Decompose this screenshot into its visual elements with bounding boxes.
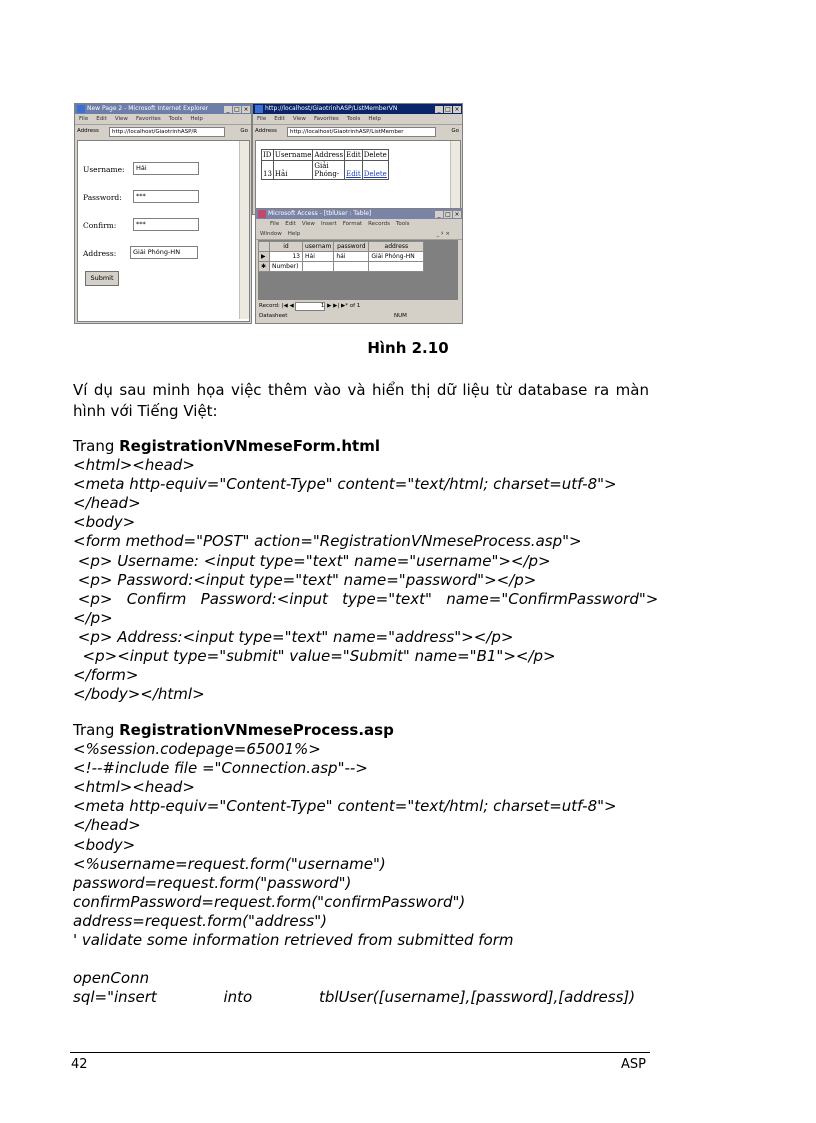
menu-favorites[interactable]: Favorites	[313, 116, 339, 122]
menu-bar	[256, 219, 462, 229]
menu-file[interactable]: File	[79, 116, 89, 122]
col-id: ID	[262, 150, 274, 161]
close-icon[interactable]: ×	[243, 106, 249, 113]
code-line: <p> Password:<input type="text" name="password"></p>	[73, 570, 537, 589]
ie-form-window	[74, 103, 252, 324]
menu-tools[interactable]: Tools	[346, 116, 361, 122]
minimize-icon[interactable]: _	[435, 211, 443, 218]
menu-tools[interactable]: Tools	[395, 221, 410, 227]
mdi-controls[interactable]: _ ♯ ×	[436, 231, 450, 237]
menu-edit[interactable]: Edit	[96, 116, 107, 122]
menu-window[interactable]: Window	[260, 231, 282, 237]
address-input[interactable]: http://localhost/GiaotrinhASP/R	[109, 127, 225, 137]
datasheet-area	[258, 240, 458, 300]
footer-title: ASP	[621, 1057, 646, 1072]
cell-id: 13	[262, 161, 274, 180]
scrollbar[interactable]	[450, 141, 460, 211]
ie-icon	[255, 105, 263, 113]
menu-bar-2	[256, 229, 462, 240]
heading-prefix: Trang	[73, 437, 120, 455]
status-right: NUM	[394, 313, 407, 319]
table-row	[262, 161, 389, 180]
col-username[interactable]: usernam	[303, 242, 334, 252]
close-icon[interactable]: ×	[454, 211, 460, 218]
title-bar[interactable]	[256, 209, 462, 219]
menu-help[interactable]: Help	[368, 116, 381, 122]
code-line: </form>	[73, 666, 139, 685]
menu-help[interactable]: Help	[287, 231, 301, 237]
first-record-icon[interactable]: |◀ ◀	[281, 303, 294, 309]
col-id[interactable]: id	[270, 242, 303, 252]
code-line: <body>	[73, 513, 136, 532]
status-left: Datasheet	[259, 313, 288, 319]
new-cell-username[interactable]	[303, 262, 334, 272]
code-line: sql="insert into tblUser([username],[password],[address])	[73, 988, 636, 1007]
minimize-icon[interactable]: _	[224, 106, 232, 113]
access-icon	[258, 210, 266, 218]
col-address[interactable]: address	[369, 242, 424, 252]
code-line: <!--#include file ="Connection.asp"-->	[73, 759, 368, 778]
datasheet-table	[258, 241, 424, 272]
heading-prefix: Trang	[73, 721, 120, 739]
code-line: <meta http-equiv="Content-Type" content="text/html; charset=utf-8">	[73, 797, 617, 816]
footer-rule	[70, 1052, 650, 1053]
col-edit: Edit	[346, 151, 361, 159]
code-line: <html><head>	[73, 778, 195, 797]
window-controls[interactable]	[223, 105, 250, 114]
section-form-html	[73, 437, 659, 704]
address-line-2: Phóng-	[314, 170, 340, 178]
heading-filename: RegistrationVNmeseProcess.asp	[119, 721, 394, 739]
new-record-row[interactable]	[259, 262, 424, 272]
submit-button[interactable]: Submit	[85, 271, 119, 286]
ie-icon	[77, 105, 85, 113]
page-content	[255, 140, 461, 214]
menu-favorites[interactable]: Favorites	[135, 116, 161, 122]
page-content	[77, 140, 250, 322]
menu-insert[interactable]: Insert	[320, 221, 337, 227]
address-line-1: Giải	[314, 162, 329, 170]
code-line: confirmPassword=request.form("confirmPassword")	[73, 892, 466, 911]
code-line: <p> Username: <input type="text" name="username"></p>	[73, 551, 551, 570]
record-count: of 1	[349, 303, 361, 309]
cell-password[interactable]: hải	[334, 252, 369, 262]
table-row[interactable]	[259, 252, 424, 262]
window-title: Microsoft Access - [tblUser : Table]	[268, 210, 372, 217]
row-selector-header	[259, 242, 270, 252]
menu-edit[interactable]: Edit	[274, 116, 285, 122]
code-line: <%username=request.form("username")	[73, 854, 386, 873]
address-label: Address	[255, 128, 277, 134]
code-line: <form method="POST" action="RegistrationVNmeseProcess.asp">	[73, 532, 582, 551]
cell-username: Hải	[273, 161, 312, 180]
new-cell-password[interactable]	[334, 262, 369, 272]
go-button[interactable]: Go	[451, 128, 459, 134]
menu-bar	[253, 114, 462, 125]
address-label: Address	[77, 128, 99, 134]
row-selector[interactable]: ▶	[259, 252, 270, 262]
cell-address[interactable]: Giải Phóng-HN	[369, 252, 424, 262]
menu-file[interactable]: File	[257, 116, 267, 122]
address-field[interactable]: Giải Phóng-HN	[130, 246, 198, 259]
col-delete: Delete	[363, 151, 387, 159]
menu-bar	[75, 114, 251, 125]
cell-id[interactable]: 13	[270, 252, 303, 262]
col-username: Username	[274, 151, 312, 159]
confirm-label: Confirm:	[83, 221, 117, 230]
ie-list-window	[252, 103, 463, 215]
access-window	[255, 208, 463, 324]
code-line: ' validate some information retrieved from submitted form	[73, 931, 514, 950]
code-line: </body></html>	[73, 685, 205, 704]
record-navigator	[259, 302, 360, 311]
minimize-icon[interactable]: _	[435, 106, 443, 113]
title-bar[interactable]	[75, 104, 251, 114]
screenshot-figure	[74, 103, 463, 322]
section-process-asp	[73, 721, 653, 1007]
go-button[interactable]: Go	[240, 128, 248, 134]
maximize-icon[interactable]: □	[445, 211, 451, 218]
delete-link[interactable]: Delete	[362, 161, 388, 180]
section-heading	[73, 721, 653, 740]
username-label: Username:	[83, 165, 125, 174]
code-line: </head>	[73, 494, 141, 513]
address-bar	[75, 125, 251, 137]
maximize-icon[interactable]: □	[445, 106, 451, 113]
address-input[interactable]: http://localhost/GiaotrinhASP/ListMember	[287, 127, 436, 137]
figure-caption: Hình 2.10	[367, 339, 449, 357]
password-field[interactable]: ***	[133, 190, 199, 203]
address-label: Address:	[83, 249, 117, 258]
col-address: Address	[314, 151, 344, 159]
title-bar[interactable]	[253, 104, 462, 114]
window-title: New Page 2 - Microsoft Internet Explorer	[87, 105, 209, 112]
window-controls[interactable]	[434, 210, 461, 219]
intro-paragraph: Ví dụ sau minh họa việc thêm vào và hiển thị dữ liệu từ database ra màn hình với Tiếng Việt:	[73, 381, 649, 420]
code-line: </p>	[73, 608, 113, 627]
col-password[interactable]: password	[334, 242, 369, 252]
record-label: Record:	[259, 303, 280, 309]
username-field[interactable]: Hải	[133, 162, 199, 175]
code-line: <meta http-equiv="Content-Type" content="text/html; charset=utf-8">	[73, 475, 617, 494]
record-number[interactable]: 1	[295, 302, 325, 311]
address-bar	[253, 125, 462, 137]
menu-view[interactable]: View	[301, 221, 315, 227]
menu-edit[interactable]: Edit	[285, 221, 296, 227]
code-line: <p> Confirm Password:<input type="text" name="ConfirmPassword">	[73, 589, 659, 608]
code-line: <html><head>	[73, 456, 195, 475]
menu-records[interactable]: Records	[368, 221, 390, 227]
code-line: password=request.form("password")	[73, 873, 352, 892]
menu-file[interactable]: File	[270, 221, 280, 227]
password-label: Password:	[83, 193, 122, 202]
scrollbar[interactable]	[239, 141, 249, 319]
new-cell-address[interactable]	[369, 262, 424, 272]
window-controls[interactable]	[434, 105, 461, 114]
cell-username[interactable]: Hải	[303, 252, 334, 262]
cell-address	[313, 161, 345, 180]
page-number: 42	[71, 1057, 88, 1072]
code-line: </head>	[73, 816, 141, 835]
members-table	[261, 149, 389, 180]
edit-link[interactable]: Edit	[345, 161, 363, 180]
menu-help[interactable]: Help	[190, 116, 203, 122]
code-line: <p> Address:<input type="text" name="address"></p>	[73, 627, 514, 646]
code-line: <body>	[73, 835, 136, 854]
code-line: address=request.form("address")	[73, 911, 327, 930]
code-line: <%session.codepage=65001%>	[73, 740, 321, 759]
confirm-field[interactable]: ***	[133, 218, 199, 231]
new-row-selector[interactable]: ✱	[259, 262, 270, 272]
menu-view[interactable]: View	[114, 116, 128, 122]
menu-format[interactable]: Format	[342, 221, 363, 227]
maximize-icon[interactable]: □	[234, 106, 240, 113]
section-heading	[73, 437, 653, 456]
code-line: <p><input type="submit" value="Submit" name="B1"></p>	[73, 647, 556, 666]
status-bar	[259, 312, 457, 321]
last-record-icon[interactable]: ▶ ▶| ▶*	[327, 303, 348, 309]
heading-filename: RegistrationVNmeseForm.html	[119, 437, 380, 455]
menu-tools[interactable]: Tools	[168, 116, 183, 122]
window-title: http://localhost/GiaotrinhASP/ListMemberVN	[265, 105, 398, 112]
close-icon[interactable]: ×	[454, 106, 460, 113]
code-line	[73, 950, 653, 969]
code-line: openConn	[73, 969, 150, 988]
new-cell-id[interactable]: Number)	[270, 262, 303, 272]
menu-view[interactable]: View	[292, 116, 306, 122]
